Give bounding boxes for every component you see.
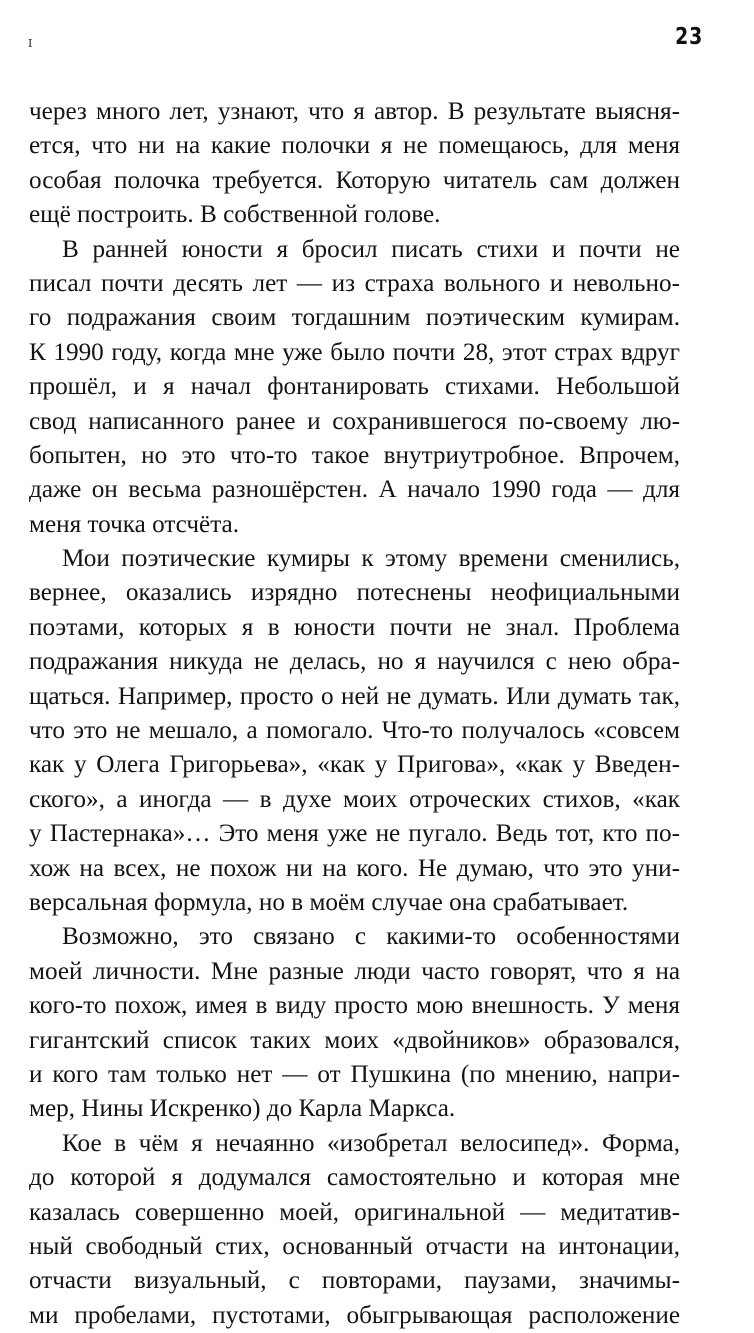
text-line: бопытен, но это что-то такое внутриутробное. Впрочем, — [29, 441, 680, 469]
text-line: писал почти десять лет — из страха вольного и невольно- — [29, 269, 680, 297]
text-line: у Пастернака»… Это меня уже не пугало. Ведь тот, кто по- — [29, 820, 680, 848]
text-line: версальная формула, но в моём случае она срабатывает. — [29, 888, 629, 916]
text-line: гигантский список таких моих «двойников» образовался, — [29, 1026, 680, 1054]
text-line: меня точка отсчёта. — [29, 510, 239, 538]
text-line: В ранней юности я бросил писать стихи и почти не — [62, 235, 680, 263]
body-text — [29, 95, 680, 1333]
text-line: подражания никуда не делась, но я научился с нею обра- — [29, 648, 680, 676]
text-line: ный свободный стих, основанный отчасти на интонации, — [29, 1232, 680, 1260]
text-line: мер, Нины Искренко) до Карла Маркса. — [29, 1095, 456, 1123]
text-line: К 1990 году, когда мне уже было почти 28, этот страх вдруг — [29, 338, 680, 366]
text-line: отчасти визуальный, с повторами, паузами, значимы- — [29, 1267, 680, 1295]
text-line: Мои поэтические кумиры к этому времени сменились, — [62, 545, 680, 573]
text-line: до которой я додумался самостоятельно и которая мне — [29, 1164, 680, 1192]
text-line: свод написанного ранее и сохранившегося по-своему лю- — [29, 407, 680, 435]
text-line: го подражания своим тогдашним поэтическим кумирам. — [29, 304, 680, 332]
text-line: моей личности. Мне разные люди часто говорят, что я на — [29, 957, 680, 985]
text-line: Возможно, это связано с какими-то особенностями — [62, 923, 680, 951]
text-line: ского», а иногда — в духе моих отроческих стихов, «как — [29, 785, 680, 813]
text-line: вернее, оказались изрядно потеснены неофициальными — [29, 579, 680, 607]
text-line: щаться. Например, просто о ней не думать. Или думать так, — [29, 682, 680, 710]
text-line: и кого там только нет — от Пушкина (по мнению, напри- — [29, 1060, 680, 1088]
text-line: Кое в чём я нечаянно «изобретал велосипед». Форма, — [62, 1129, 680, 1157]
text-line: особая полочка требуется. Которую читатель сам должен — [29, 166, 680, 194]
text-line: казалась совершенно моей, оригинальной — медитатив- — [29, 1198, 680, 1226]
text-line: ми пробелами, пустотами, обыгрывающая расположение — [29, 1301, 680, 1329]
text-line: кого-то похож, имея в виду просто мою внешность. У меня — [29, 992, 680, 1020]
text-line: ется, что ни на какие полочки я не помещаюсь, для меня — [29, 132, 680, 160]
text-line: что это не мешало, а помогало. Что-то получалось «совсем — [29, 717, 680, 745]
text-line: хож на всех, не похож ни на кого. Не думаю, что это уни- — [29, 854, 680, 882]
text-line: как у Олега Григорьева», «как у Пригова», «как у Введен- — [29, 751, 680, 779]
text-line: прошёл, и я начал фонтанировать стихами. Небольшой — [29, 373, 680, 401]
text-line: поэтами, которых я в юности почти не знал. Проблема — [29, 613, 680, 641]
page-number: 23 — [675, 24, 703, 50]
text-line: даже он весьма разношёрстен. А начало 1990 года — для — [29, 476, 680, 504]
text-line: ещё построить. В собственной голове. — [29, 201, 441, 229]
text-line: через много лет, узнают, что я автор. В результате выясня- — [29, 98, 680, 125]
running-header-marker: I — [28, 37, 33, 50]
